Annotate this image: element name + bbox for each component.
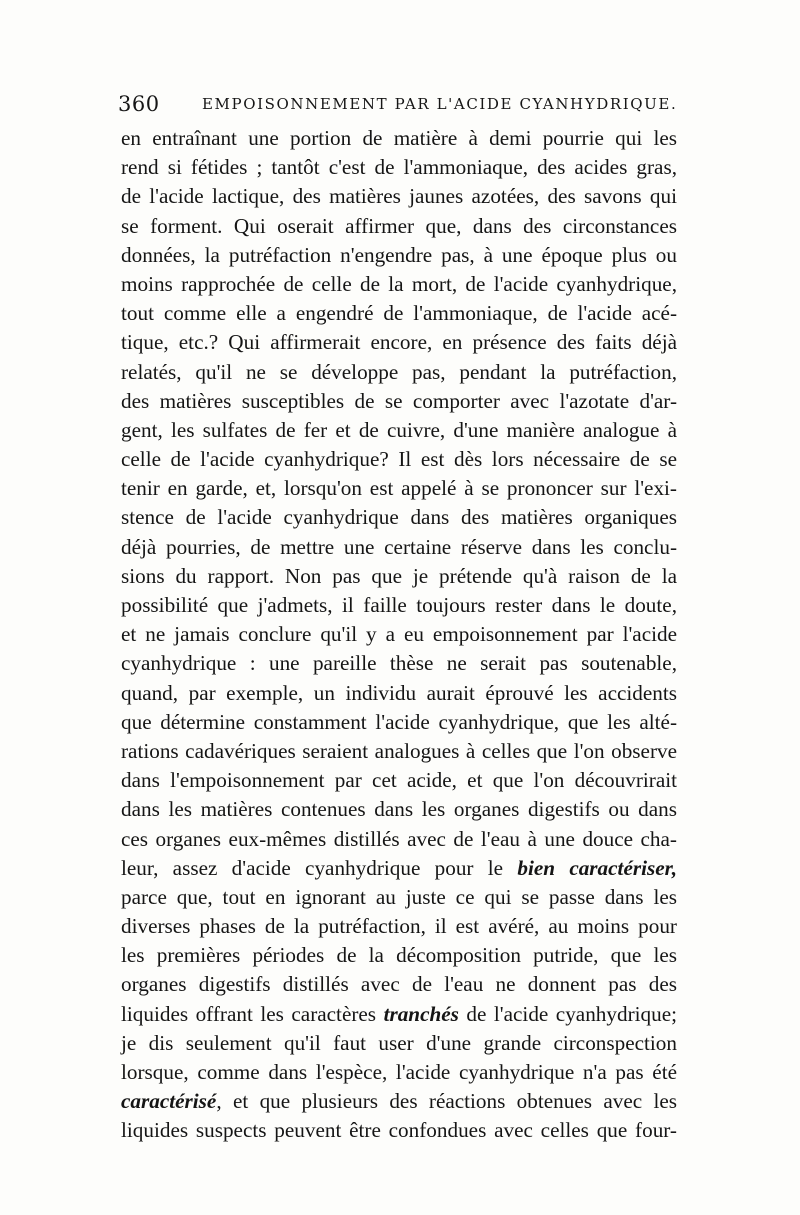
text-line: quand, par exemple, un individu aurait éprouvé les accidents (121, 680, 677, 705)
emphasis-bien-caracteriser: bien caractériser, (517, 855, 677, 880)
text-line: je dis seulement qu'il faut user d'une grande circonspection (121, 1030, 677, 1055)
text-line: cyanhydrique : une pareille thèse ne serait pas soutenable, (121, 651, 677, 676)
text-line: gent, les sulfates de fer et de cuivre, d'une manière analogue à (121, 417, 677, 442)
text-line: parce que, tout en ignorant au juste ce qui se passe dans les (121, 884, 677, 909)
text-line: dans l'empoisonnement par cet acide, et que l'on découvrirait (121, 768, 677, 793)
text-segment: leur, assez d'acide cyanhydrique pour le (121, 855, 504, 880)
text-line: déjà pourries, de mettre une certaine réserve dans les conclu- (121, 534, 677, 559)
text-line: celle de l'acide cyanhydrique? Il est dès lors nécessaire de se (121, 447, 677, 472)
text-line: organes digestifs distillés avec de l'eau ne donnent pas des (121, 972, 677, 997)
page-header (118, 92, 678, 120)
text-segment: de l'acide cyanhydrique; (458, 1001, 678, 1026)
text-line: tout comme elle a engendré de l'ammoniaque, de l'acide acé- (121, 301, 677, 326)
text-line: dans les matières contenues dans les organes digestifs ou dans (121, 797, 677, 822)
text-line: diverses phases de la putréfaction, il est avéré, au moins pour (121, 914, 677, 939)
text-line: tenir en garde, et, lorsqu'on est appelé à se prononcer sur l'exi- (121, 476, 677, 501)
text-segment: , et que plusieurs des réactions obtenues avec les (216, 1089, 677, 1114)
text-line: en entraînant une portion de matière à demi pourrie qui les (121, 126, 677, 150)
running-head: EMPOISONNEMENT PAR L'ACIDE CYANHYDRIQUE. (202, 95, 678, 113)
emphasis-caracterise: caractérisé (121, 1089, 217, 1114)
text-line: possibilité que j'admets, il faille toujours rester dans le doute, (121, 593, 677, 617)
page-number: 360 (118, 92, 160, 116)
text-line: de l'acide lactique, des matières jaunes azotées, des savons qui (121, 184, 677, 209)
emphasis-tranches: tranchés (383, 1001, 459, 1026)
text-line: ces organes eux-mêmes distillés avec de l'eau à une douce cha- (121, 826, 677, 851)
body-text (121, 124, 677, 1146)
text-line: rations cadavériques seraient analogues à celles que l'on observe (121, 738, 677, 763)
text-line-with-emphasis (121, 854, 677, 883)
text-line: des matières susceptibles de se comporter avec l'azotate d'ar- (121, 388, 677, 413)
text-line: stence de l'acide cyanhydrique dans des matières organiques (121, 505, 677, 530)
text-line: sions du rapport. Non pas que je prétende qu'à raison de la (121, 563, 677, 588)
text-line: moins rapprochée de celle de la mort, de l'acide cyanhydrique, (121, 271, 677, 296)
text-line: données, la putréfaction n'engendre pas, à une époque plus ou (121, 242, 677, 267)
text-line: tique, etc.? Qui affirmerait encore, en présence des faits déjà (121, 330, 677, 355)
text-line: les premières périodes de la décomposition putride, que les (121, 943, 677, 968)
text-line: relatés, qu'il ne se développe pas, pendant la putréfaction, (121, 359, 677, 384)
text-line: rend si fétides ; tantôt c'est de l'ammoniaque, des acides gras, (121, 155, 677, 180)
text-line: lorsque, comme dans l'espèce, l'acide cyanhydrique n'a pas été (121, 1060, 677, 1084)
text-line: se forment. Qui oserait affirmer que, dans des circonstances (121, 213, 677, 238)
text-line: que détermine constamment l'acide cyanhydrique, que les alté- (121, 709, 677, 734)
text-line: et ne jamais conclure qu'il y a eu empoisonnement par l'acide (121, 622, 677, 647)
text-line: liquides suspects peuvent être confondues avec celles que four- (121, 1118, 677, 1143)
text-line-with-emphasis (121, 1087, 677, 1116)
text-line-with-emphasis (121, 1000, 677, 1029)
text-segment: liquides offrant les caractères (121, 1001, 377, 1026)
